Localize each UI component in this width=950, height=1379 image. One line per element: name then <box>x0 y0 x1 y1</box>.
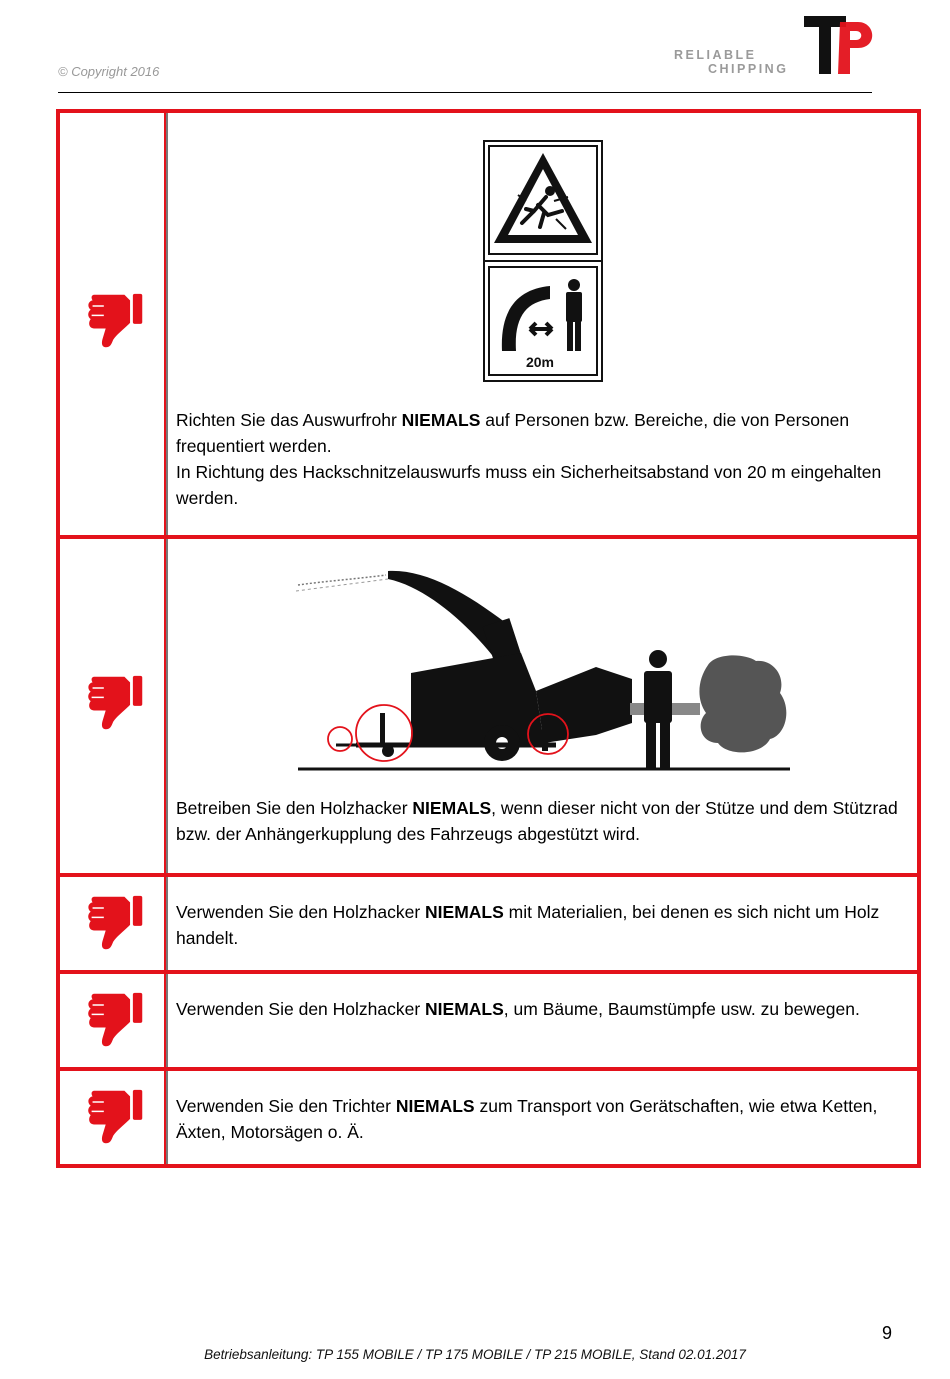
icon-cell <box>60 877 168 970</box>
icon-cell <box>60 113 168 535</box>
safety-table <box>56 109 921 1168</box>
icon-cell <box>60 1071 168 1164</box>
header-rule <box>58 92 872 93</box>
row-content <box>176 1071 903 1164</box>
table-row <box>60 970 917 1067</box>
row-content <box>176 113 903 535</box>
brand-tagline <box>674 48 788 76</box>
table-row <box>60 113 917 535</box>
thumbs-down-icon <box>86 893 146 953</box>
thumbs-down-icon <box>86 990 146 1050</box>
table-row <box>60 535 917 873</box>
icon-cell <box>60 539 168 873</box>
row-text: Verwenden Sie den Holzhacker NIEMALS mit Materialien, bei denen es sich nicht um Holz handelt. <box>176 902 880 948</box>
row-content <box>176 877 903 970</box>
icon-cell <box>60 974 168 1067</box>
row-text: Verwenden Sie den Trichter NIEMALS zum Transport von Gerätschaften, wie etwa Ketten, Äxten, Motorsägen o. Ä. <box>176 1096 878 1142</box>
thumbs-down-icon <box>86 673 146 733</box>
document-title: Betriebsanleitung: TP 155 MOBILE / TP 175 MOBILE / TP 215 MOBILE, Stand 02.01.2017 <box>204 1347 746 1362</box>
ejection-warning-sign <box>482 139 604 383</box>
person-icon <box>644 650 672 769</box>
row-text: Richten Sie das Auswurfrohr NIEMALS auf Personen bzw. Bereiche, die von Personen frequentiert werden. In Richtung des Hackschnitzelauswurfs muss ein Sicherheitsabstand von 20 m eingehalten werden. <box>176 410 882 508</box>
table-row <box>60 1067 917 1164</box>
table-row <box>60 873 917 970</box>
row-content <box>176 974 903 1067</box>
tree-icon <box>699 655 786 752</box>
page-number: 9 <box>882 1323 893 1343</box>
thumbs-down-icon <box>86 1087 146 1147</box>
distance-label: 20m <box>525 354 555 370</box>
thumbs-down-icon <box>86 291 146 351</box>
tp-logo <box>800 12 880 78</box>
copyright: © Copyright 2016 <box>58 64 160 79</box>
brand-line2: CHIPPING <box>708 62 789 76</box>
row-text: Verwenden Sie den Holzhacker NIEMALS, um Bäume, Baumstümpfe usw. zu bewegen. <box>176 999 860 1019</box>
logo-text: TP <box>800 12 802 13</box>
row-content <box>176 539 903 873</box>
brand-line1: RELIABLE <box>674 48 757 62</box>
row-text: Betreiben Sie den Holzhacker NIEMALS, wenn dieser nicht von der Stütze und dem Stützrad bzw. der Anhängerkupplung des Fahrzeugs abgestützt wird. <box>176 798 898 844</box>
chipper-support-illustration <box>296 563 796 778</box>
